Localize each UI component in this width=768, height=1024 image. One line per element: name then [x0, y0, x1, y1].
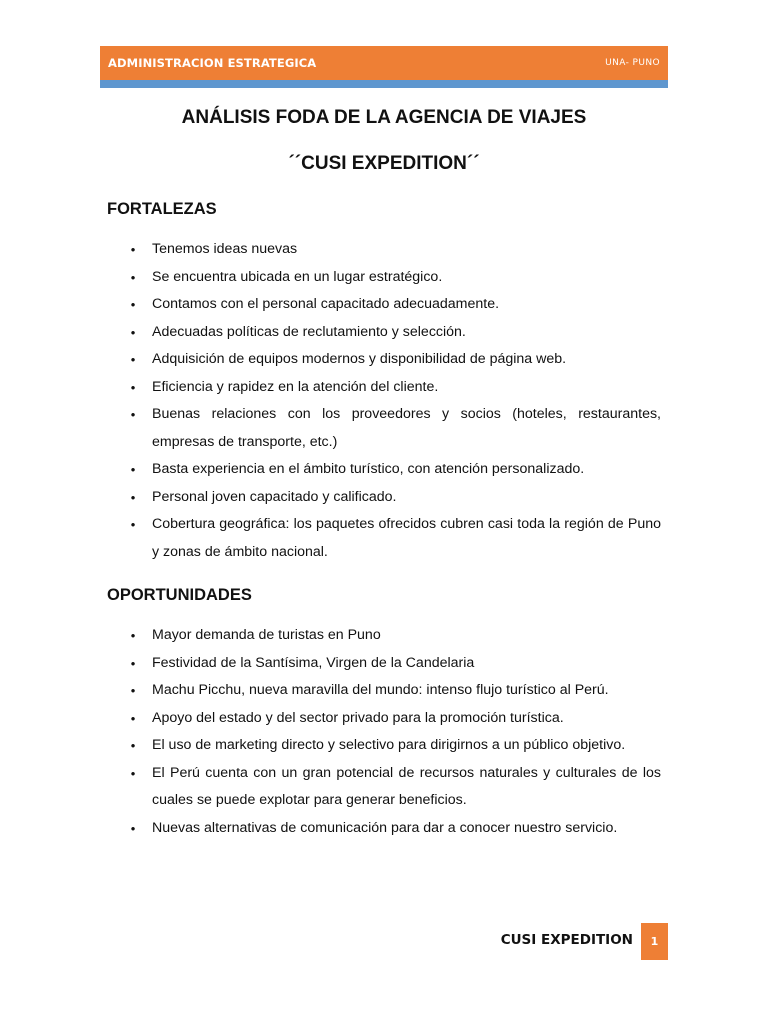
list-item-text: Contamos con el personal capacitado adecuadamente.: [152, 296, 500, 312]
bullet-icon: •: [130, 765, 136, 781]
list-item: [128, 456, 661, 484]
header-institution: UNA- PUNO: [605, 58, 660, 68]
list-item-text: Buenas relaciones con los proveedores y socios (hoteles, restaurantes, empresas de transporte, etc.): [152, 406, 661, 450]
list-item: [128, 650, 661, 678]
document-title: ANÁLISIS FODA DE LA AGENCIA DE VIAJES: [181, 107, 587, 128]
list-item: [128, 319, 661, 347]
list-item-text: Se encuentra ubicada en un lugar estratégico.: [152, 268, 443, 285]
bullet-icon: •: [130, 407, 136, 422]
list-item: [128, 346, 661, 374]
footer-title: CUSI EXPEDITION: [500, 932, 633, 948]
list-item: [128, 622, 661, 650]
document-subtitle: ´´CUSI EXPEDITION´´: [288, 153, 480, 174]
list-item-text: Adquisición de equipos modernos y disponibilidad de página web.: [152, 351, 567, 367]
bullet-icon: •: [130, 324, 136, 340]
header-accent-stripe: [100, 80, 668, 88]
bullet-icon: •: [130, 738, 136, 753]
list-item-text: Eficiencia y rapidez en la atención del cliente.: [152, 378, 439, 395]
list-item: [128, 732, 661, 760]
header-course-title: ADMINISTRACION ESTRATEGICA: [108, 56, 317, 70]
list-item: [128, 511, 661, 566]
list-item: [128, 677, 661, 705]
fortalezas-list: [128, 236, 661, 566]
bullet-icon: •: [130, 242, 136, 257]
list-item-text: Adecuadas políticas de reclutamiento y selección.: [152, 323, 466, 340]
oportunidades-list: [128, 622, 661, 842]
list-item-text: El uso de marketing directo y selectivo para dirigirnos a un público objetivo.: [152, 737, 626, 753]
list-item: [128, 264, 661, 292]
page-number: 1: [650, 935, 659, 948]
bullet-icon: •: [130, 628, 136, 643]
list-item-text: Machu Picchu, nueva maravilla del mundo: intenso flujo turístico al Perú.: [152, 682, 609, 698]
list-item-text: Mayor demanda de turistas en Puno: [152, 627, 381, 643]
list-item: [128, 401, 661, 456]
section-heading-fortalezas: FORTALEZAS: [107, 200, 217, 218]
bullet-icon: •: [130, 269, 136, 285]
list-item: [128, 815, 661, 843]
list-item-text: El Perú cuenta con un gran potencial de recursos naturales y culturales de los cuales se puede explotar para generar beneficios.: [152, 764, 661, 808]
bullet-icon: •: [130, 517, 136, 532]
bullet-icon: •: [130, 297, 136, 312]
list-item-text: Nuevas alternativas de comunicación para dar a conocer nuestro servicio.: [152, 819, 618, 836]
list-item-text: Cobertura geográfica: los paquetes ofrecidos cubren casi toda la región de Puno y zonas de ámbito nacional.: [152, 516, 661, 560]
section-heading-oportunidades: OPORTUNIDADES: [107, 586, 252, 604]
list-item-text: Personal joven capacitado y calificado.: [152, 488, 397, 505]
bullet-icon: •: [130, 820, 136, 836]
list-item: [128, 236, 661, 264]
bullet-icon: •: [130, 462, 136, 477]
list-item-text: Basta experiencia en el ámbito turístico, con atención personalizado.: [152, 461, 585, 477]
list-item: [128, 760, 661, 815]
list-item: [128, 484, 661, 512]
list-item-text: Tenemos ideas nuevas: [152, 241, 298, 257]
bullet-icon: •: [130, 489, 136, 505]
list-item: [128, 291, 661, 319]
page-header: [100, 46, 668, 80]
bullet-icon: •: [130, 710, 136, 726]
list-item: [128, 705, 661, 733]
list-item-text: Festividad de la Santísima, Virgen de la Candelaria: [152, 654, 475, 671]
list-item: [128, 374, 661, 402]
bullet-icon: •: [130, 683, 136, 698]
bullet-icon: •: [130, 352, 136, 367]
bullet-icon: •: [130, 379, 136, 395]
page-number-badge: [641, 923, 668, 960]
bullet-icon: •: [130, 655, 136, 671]
list-item-text: Apoyo del estado y del sector privado para la promoción turística.: [152, 709, 564, 726]
